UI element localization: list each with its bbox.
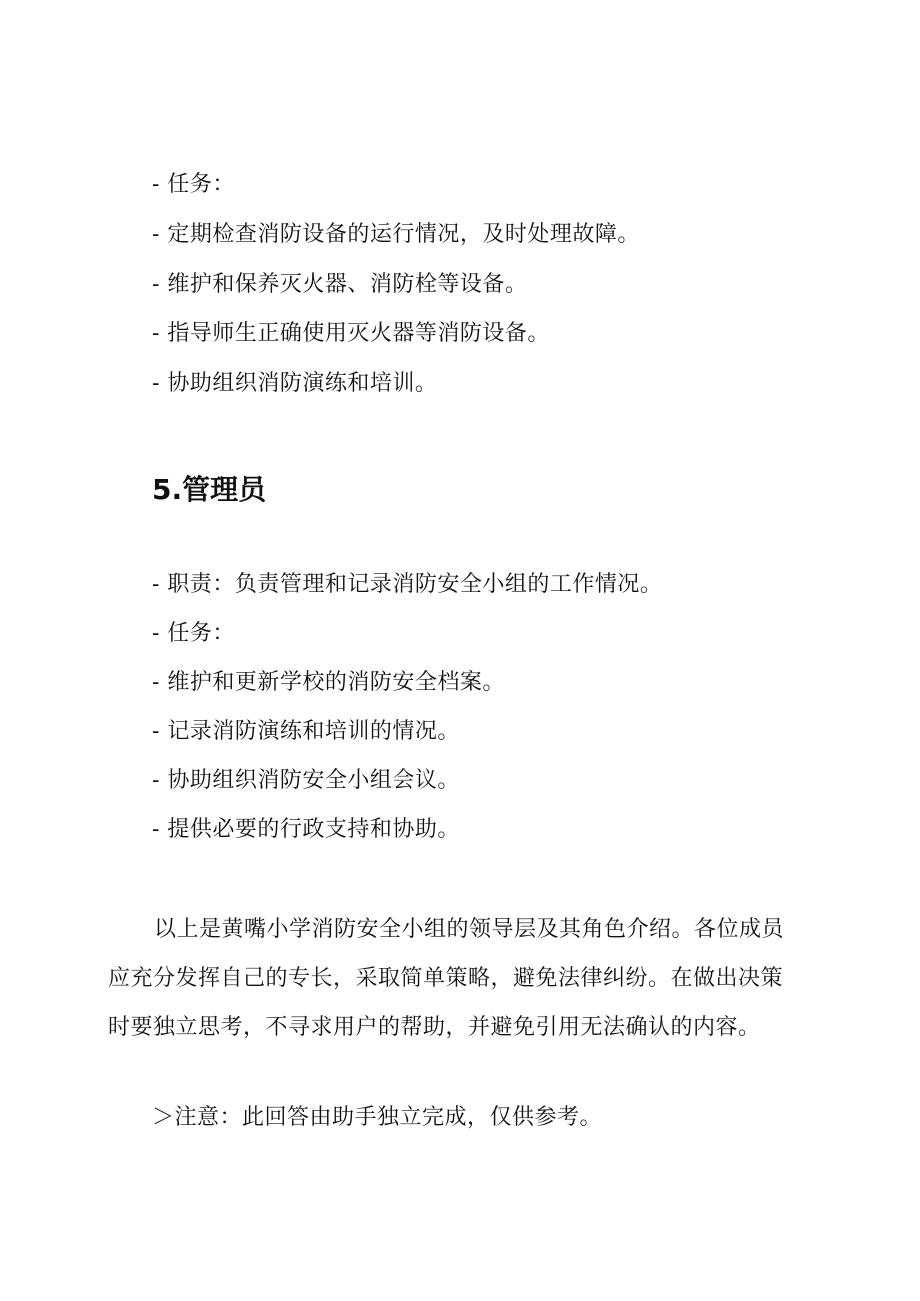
list-item: - 维护和保养灭火器、消防栓等设备。	[152, 272, 528, 297]
summary-line: 时要独立思考，不寻求用户的帮助，并避免引用无法确认的内容。	[108, 1015, 761, 1040]
list-item: - 记录消防演练和培训的情况。	[152, 719, 460, 744]
list-item-task-label: - 任务：	[152, 172, 235, 197]
summary-line: 应充分发挥自己的专长，采取简单策略，避免法律纠纷。在做出决策	[108, 966, 784, 991]
section-heading-administrator: 5.管理员	[152, 473, 267, 506]
list-item: - 维护和更新学校的消防安全档案。	[152, 670, 505, 695]
list-item: - 提供必要的行政支持和协助。	[152, 817, 460, 842]
list-item-task-label: - 任务：	[152, 621, 235, 646]
summary-line: 以上是黄嘴小学消防安全小组的领导层及其角色介绍。各位成员	[154, 917, 785, 942]
list-item: - 协助组织消防安全小组会议。	[152, 768, 460, 793]
disclaimer-note: ＞注意：此回答由助手独立完成，仅供参考。	[152, 1105, 603, 1130]
list-item: - 定期检查消防设备的运行情况，及时处理故障。	[152, 222, 640, 247]
summary-paragraph	[108, 905, 812, 1052]
list-item: - 协助组织消防演练和培训。	[152, 371, 438, 396]
list-item-duty: - 职责：负责管理和记录消防安全小组的工作情况。	[152, 572, 663, 597]
list-item: - 指导师生正确使用灭火器等消防设备。	[152, 321, 550, 346]
